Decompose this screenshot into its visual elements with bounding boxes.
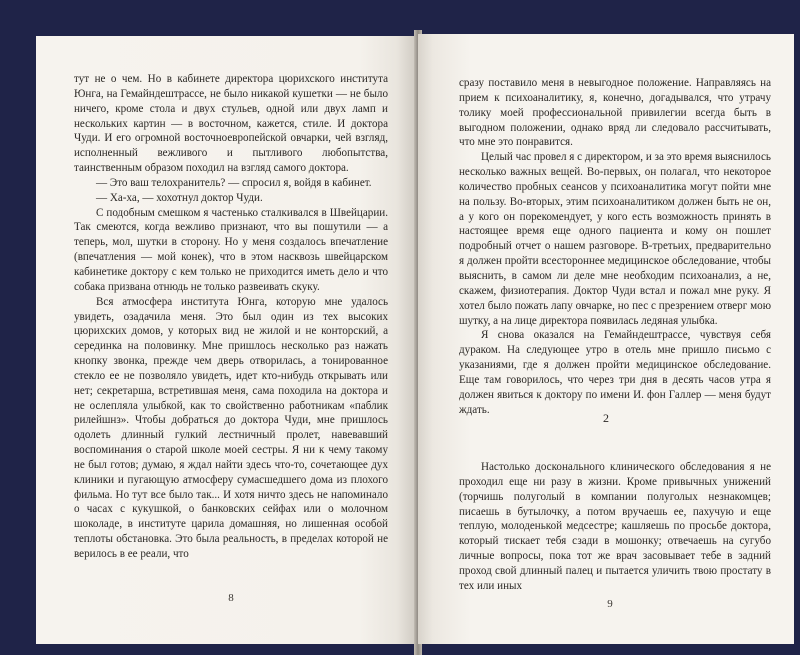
chapter-number: 2 <box>603 411 609 425</box>
paragraph: — Ха-ха, — хохотнул доктор Чуди. <box>96 191 263 204</box>
paragraph: тут не о чем. Но в кабинете директора цюрихского института Юнга, на Гемайндештрассе, не было никакой кушетки — не было ничего, кроме стола и двух стульев, одной или двух ламп и нескольких картин — в восточном, кажется, стиле. И доктора Чуди. И его огромной восточноевропейской овчарки, чей взгляд, исполненный вежливого и пытливого любопытства, таинственным образом походил на взгляд самого доктора. <box>74 73 388 175</box>
paragraph: С подобным смешком я частенько сталкивался в Швейцарии. Так смеются, когда вежливо признают, что вы пошутили — а теперь, мол, шутки в сторону. Но у меня создалось впечатление (впечатления — мой конек), что в этом насквозь швейцарском кабинетике доктору с кем только не приходится иметь дело и что собака призвана отнюдь не только развеивать скуку. <box>74 206 388 293</box>
paragraph: сразу поставило меня в невыгодное положение. Направляясь на прием к психоаналитику, я, конечно, догадывался, что утрачу толику моей профессиональной привилегии всегда быть в выгодном положении, однако вряд ли следовало рассчитывать, что мне это понравится. <box>459 77 771 149</box>
paragraph: Я снова оказался на Гемайндештрассе, чувствуя себя дураком. На следующее утро в отель мне пришло письмо с указаниями, где я должен пройти медицинское обследование. Еще там говорилось, что через три дня в десять часов утра я должен явиться к доктору по имени И. фон Галлер — меня будут ждать. <box>459 329 771 416</box>
left-page <box>36 36 416 644</box>
paragraph: Вся атмосфера института Юнга, которую мне удалось увидеть, озадачила меня. Это был один из тех высоких цюрихских домов, у которых вид не жилой и не конторский, а серединка на половинку. Мне пришлось несколько раз нажать кнопку звонка, прежде чем дверь отворилась, а тонированное стекло ее не позволяло увидеть, идет кто-нибудь открывать или нет; секретарша, встретившая меня, сама походила на доктора и не ослепляла улыбкой, как то свойственно работникам «паблик рилейшнз». Чтобы добраться до доктора Чуди, мне пришлось одолеть длинный гулкий лестничный пролет, навевавший воспоминания о старой школе моей сестры. Я ни к чему такому не был готов; думаю, я ждал найти здесь что-то, сочетающее дух клиники и пугающую атмосферу сумасшедшего дома из плохого фильма. Но тут все было так... И хотя ничто здесь не напоминало о часах с кукушкой, о банковских сейфах или о молочном шоколаде, в институте царила домашняя, но лишенная особой теплоты обстановка. Это была реальность, в пределах которой не верилось в ее реали, что <box>74 295 388 560</box>
right-page-text-bottom <box>459 460 771 594</box>
right-page-text-top <box>459 76 771 417</box>
paragraph: — Это ваш телохранитель? — спросил я, войдя в кабинет. <box>96 176 372 189</box>
paragraph: Целый час провел я с директором, и за это время выяснилось несколько важных вещей. Во-первых, он полагал, что некоторое количество пробных сеансов у психоаналитика могут пойти мне на пользу. Во-вторых, этим психоаналитиком должен быть не он, а у кого он порекомендует, у кого есть возможность принять в настоящее время еще одного пациента и кому он пошлет подробный отчет о нашем разговоре. В-третьих, предварительно я должен пройти всестороннее медицинское обследование, чтобы выяснить, в самом ли деле мне необходим психоанализ, а не, скажем, физиотерапия. Доктор Чуди встал и пожал мне руку. Я хотел было пожать лапу овчарке, но пес с презрением отверг мою шутку, а на лице директора появилась ледяная улыбка. <box>459 151 771 327</box>
paragraph: Настолько доскональнoго клинического обследования я не проходил еще ни разу в жизни. Кроме привычных унижений (торчишь полуголый в компании полуголых незнакомцев; писаешь в бутылочку, а потом вручаешь ее, пахучую и еще теплую, молоденькой медсестре; кашляешь по просьбе доктора, который тискает тебя сзади в мошонку; отвечаешь на сугубо личные вопросы, пока тот же врач засовывает тебе в задний проход свой длинный палец и пытается уличить твою простату в тех или иных <box>459 461 771 592</box>
left-page-text <box>74 72 388 562</box>
page-number: 9 <box>607 598 613 610</box>
right-page <box>418 34 794 644</box>
page-number: 8 <box>228 592 234 604</box>
